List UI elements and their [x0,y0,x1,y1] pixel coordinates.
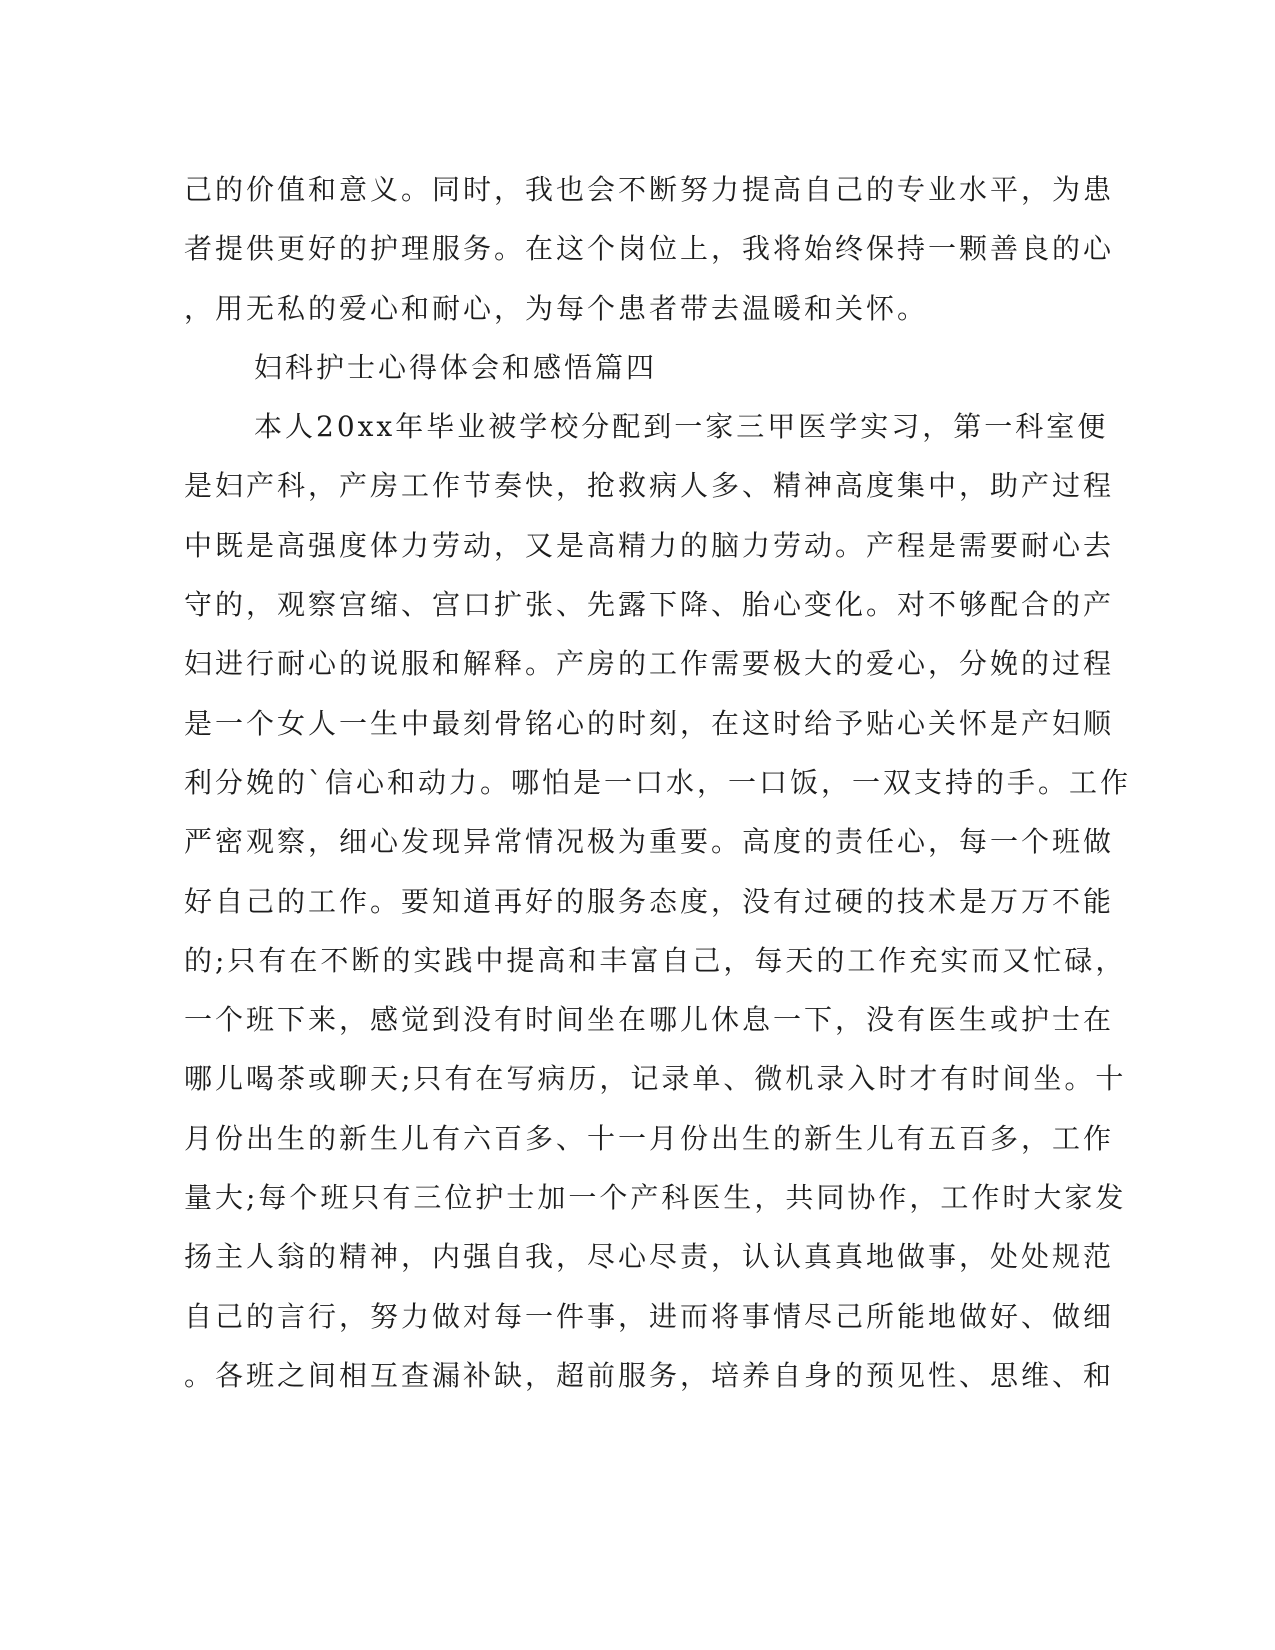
body-line: 妇进行耐心的说服和解释。产房的工作需要极大的爱心，分娩的过程 [184,647,1115,681]
body-line: 好自己的工作。要知道再好的服务态度，没有过硬的技术是万万不能 [184,884,1115,918]
body-line: 量大;每个班只有三位护士加一个产科医生，共同协作，工作时大家发 [184,1181,1127,1215]
body-line: 月份出生的新生儿有六百多、十一月份出生的新生儿有五百多，工作 [184,1121,1115,1155]
document-body [184,160,1132,1405]
body-line: 中既是高强度体力劳动，又是高精力的脑力劳动。产程是需要耐心去 [184,528,1115,562]
body-line: 利分娩的`信心和动力。哪怕是一口水，一口饭，一双支持的手。工作 [184,765,1132,799]
body-line: 守的，观察宫缩、宫口扩张、先露下降、胎心变化。对不够配合的产 [184,588,1115,622]
body-line: 扬主人翁的精神，内强自我，尽心尽责，认认真真地做事，处处规范 [184,1240,1115,1274]
body-line: 是一个女人一生中最刻骨铭心的时刻，在这时给予贴心关怀是产妇顺 [184,706,1115,740]
body-line: 己的价值和意义。同时，我也会不断努力提高自己的专业水平，为患 [184,173,1115,206]
body-line: 严密观察，细心发现异常情况极为重要。高度的责任心，每一个班做 [184,825,1115,859]
body-line: 一个班下来，感觉到没有时间坐在哪儿休息一下，没有医生或护士在 [184,1003,1115,1037]
body-line: 哪儿喝茶或聊天;只有在写病历，记录单、微机录入时才有时间坐。十 [184,1062,1127,1096]
body-line: 是妇产科，产房工作节奏快，抢救病人多、精神高度集中，助产过程 [184,469,1115,503]
body-line: 本人20xx年毕业被学校分配到一家三甲医学实习，第一科室便 [254,410,1109,444]
body-line: 。各班之间相互查漏补缺，超前服务，培养自身的预见性、思维、和 [184,1358,1115,1392]
body-line: 的;只有在不断的实践中提高和丰富自己，每天的工作充实而又忙碌， [184,943,1127,977]
body-line: 者提供更好的护理服务。在这个岗位上，我将始终保持一颗善良的心 [184,232,1115,266]
body-line: 自己的言行，努力做对每一件事，进而将事情尽己所能地做好、做细 [184,1299,1115,1333]
section-heading: 妇科护士心得体会和感悟篇四 [254,350,658,384]
body-line: ，用无私的爱心和耐心，为每个患者带去温暖和关怀。 [184,291,929,325]
